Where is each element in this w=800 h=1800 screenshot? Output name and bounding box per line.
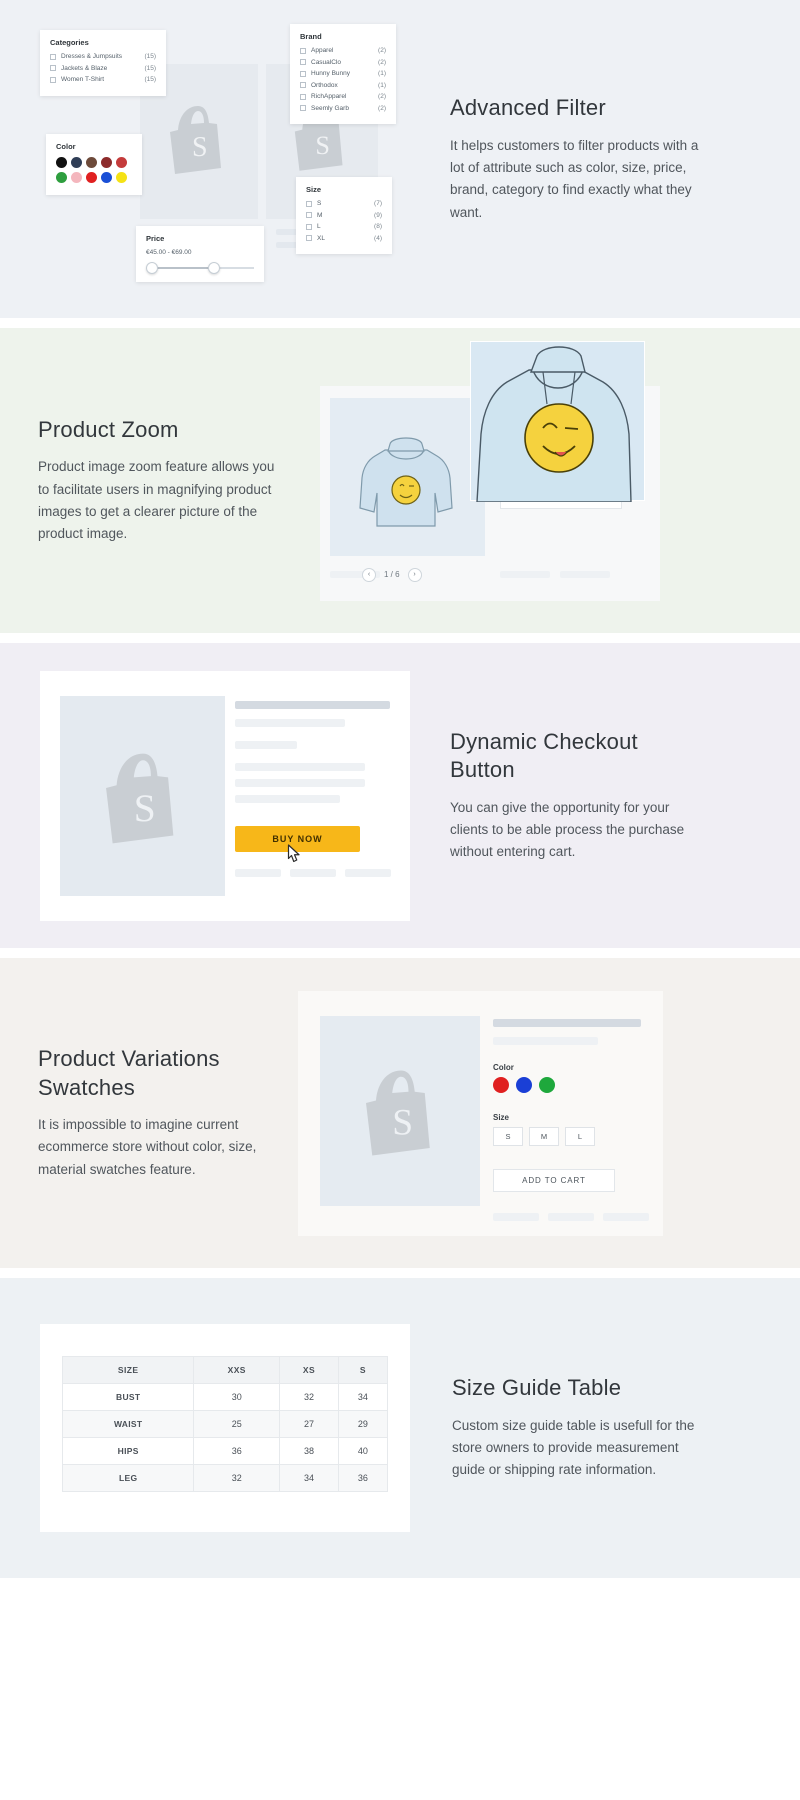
filter-option[interactable] (300, 82, 386, 89)
option-count: (15) (144, 64, 156, 72)
product-zoom-copy (38, 416, 288, 546)
filter-panel-color[interactable] (46, 134, 142, 195)
placeholder-line (493, 1019, 641, 1027)
table-cell: BUST (63, 1384, 194, 1411)
size-option[interactable]: L (565, 1127, 595, 1146)
slider-handle-min[interactable] (146, 262, 158, 274)
image-pager[interactable] (362, 568, 422, 582)
size-option[interactable]: S (493, 1127, 523, 1146)
section-advanced-filter (0, 0, 800, 318)
filter-option[interactable] (300, 70, 386, 77)
table-header-row (63, 1357, 388, 1384)
product-variations-copy (38, 1045, 288, 1181)
color-swatch[interactable] (101, 157, 112, 168)
panel-title: Categories (50, 38, 89, 47)
option-label: Hunny Bunny (311, 70, 351, 77)
placeholder-line (500, 571, 550, 578)
option-label: Dresses & Jumpsuits (61, 53, 123, 60)
color-label: Color (493, 1062, 514, 1072)
placeholder-line (235, 719, 345, 727)
svg-text:S: S (315, 130, 330, 160)
option-label: M (317, 211, 323, 219)
filter-option[interactable] (300, 47, 386, 54)
pager-label: 1 / 6 (384, 570, 400, 579)
placeholder-line (493, 1213, 539, 1221)
color-swatch[interactable] (71, 172, 82, 183)
checkbox[interactable] (306, 224, 312, 230)
advanced-filter-copy (450, 94, 700, 224)
table-cell: HIPS (63, 1438, 194, 1465)
option-count: (9) (374, 211, 382, 219)
placeholder-line (493, 1037, 598, 1045)
table-cell: 30 (194, 1384, 280, 1411)
color-swatch[interactable] (56, 157, 67, 168)
table-header-cell: S (338, 1357, 387, 1384)
shopify-bag-icon (102, 751, 184, 846)
table-row (63, 1411, 388, 1438)
filter-option[interactable] (50, 53, 156, 60)
option-count: (2) (378, 58, 386, 66)
table-cell: 27 (280, 1411, 339, 1438)
table-cell: 32 (280, 1384, 339, 1411)
shopify-bag-icon (167, 104, 229, 176)
section-body: Custom size guide table is usefull for the store owners to provide measurement guide or shipping rate information. (452, 1417, 695, 1478)
product-zoom-mockup (320, 341, 680, 621)
size-guide-copy (452, 1374, 702, 1481)
color-swatch[interactable] (101, 172, 112, 183)
svg-text:S: S (133, 785, 156, 830)
section-body: It helps customers to filter products with a lot of attribute such as color, size, price, brand, category to find exactly what they want. (450, 137, 699, 220)
svg-text:S: S (392, 1101, 414, 1143)
checkout-mockup (40, 671, 410, 921)
hoodie-zoom-illustration (471, 342, 646, 502)
section-product-variations (0, 958, 800, 1268)
placeholder-line (603, 1213, 649, 1221)
option-count: (2) (378, 93, 386, 100)
size-label: Size (493, 1112, 510, 1122)
size-option[interactable]: M (529, 1127, 559, 1146)
color-swatch[interactable] (116, 157, 127, 168)
placeholder-line (235, 779, 365, 787)
checkbox[interactable] (306, 212, 312, 218)
table-cell: LEG (63, 1465, 194, 1492)
section-heading: Dynamic Checkout Button (450, 728, 638, 783)
color-swatch[interactable] (86, 157, 97, 168)
table-header-cell: SIZE (63, 1357, 194, 1384)
buy-now-button[interactable]: BUY NOW (235, 826, 360, 852)
option-count: (7) (374, 200, 382, 207)
table-cell: WAIST (63, 1411, 194, 1438)
chevron-left-icon[interactable]: ‹ (362, 568, 376, 582)
color-swatch[interactable] (116, 172, 127, 183)
advanced-filter-mockup (40, 24, 430, 294)
product-image (320, 1016, 480, 1206)
color-swatch[interactable] (86, 172, 97, 183)
option-count: (4) (374, 234, 382, 242)
checkbox[interactable] (306, 201, 312, 207)
checkbox[interactable] (300, 94, 306, 100)
section-body: It is impossible to imagine current ecommerce store without color, size, material swatches feature. (38, 1117, 257, 1177)
checkbox[interactable] (50, 77, 56, 83)
size-guide-mockup (40, 1324, 410, 1532)
option-count: (2) (378, 104, 386, 112)
placeholder-line (235, 763, 365, 771)
table-row (63, 1465, 388, 1492)
table-cell: 38 (280, 1438, 339, 1465)
filter-panel-price[interactable] (136, 226, 264, 282)
table-cell: 25 (194, 1411, 280, 1438)
size-option-group (493, 1113, 601, 1146)
slider-fill (152, 267, 214, 269)
option-count: (1) (378, 81, 386, 89)
table-header-cell: XS (280, 1357, 339, 1384)
placeholder-line (235, 869, 281, 877)
placeholder-line (345, 869, 391, 877)
hoodie-illustration (330, 398, 485, 556)
color-swatch[interactable] (493, 1077, 509, 1093)
section-size-guide (0, 1278, 800, 1578)
checkbox[interactable] (300, 82, 306, 88)
variations-mockup (298, 991, 663, 1236)
table-header-cell: XXS (194, 1357, 280, 1384)
placeholder-line (548, 1213, 594, 1221)
section-body: You can give the opportunity for your clients to be able process the purchase without entering cart. (450, 799, 685, 860)
cursor-pointer-icon (284, 843, 302, 865)
section-dynamic-checkout (0, 643, 800, 948)
filter-panel-brand[interactable] (290, 24, 396, 124)
color-swatch-list[interactable] (493, 1077, 562, 1093)
shopify-bag-icon (362, 1068, 440, 1158)
checkbox[interactable] (300, 71, 306, 77)
placeholder-line (235, 701, 390, 709)
filter-option[interactable] (50, 65, 156, 72)
product-image[interactable] (330, 398, 485, 556)
size-guide-table (62, 1356, 388, 1492)
table-cell: 40 (338, 1438, 387, 1465)
table-cell: 34 (280, 1465, 339, 1492)
panel-title: Price (146, 234, 165, 243)
panel-title: Brand (300, 32, 322, 41)
section-divider (0, 948, 800, 958)
option-count: (2) (378, 47, 386, 54)
option-count: (15) (144, 53, 156, 60)
filter-option[interactable] (300, 59, 386, 66)
option-count: (15) (144, 76, 156, 83)
product-image (60, 696, 225, 896)
placeholder-line (235, 741, 297, 749)
section-body: Product image zoom feature allows you to facilitate users in magnifying product images to get a clearer picture of the product image. (38, 459, 275, 542)
table-row (63, 1438, 388, 1465)
option-label: XL (317, 234, 325, 242)
checkbox[interactable] (300, 48, 306, 54)
option-count: (1) (378, 70, 386, 77)
color-option-group (493, 1063, 562, 1093)
zoom-preview-popup (470, 341, 645, 501)
section-product-zoom (0, 328, 800, 633)
option-label: S (317, 200, 322, 207)
placeholder-line (235, 795, 340, 803)
size-option-list[interactable] (493, 1127, 601, 1146)
filter-option[interactable] (300, 93, 386, 100)
option-label: Women T-Shirt (61, 76, 105, 83)
section-divider (0, 318, 800, 328)
checkbox[interactable] (300, 59, 306, 65)
chevron-right-icon[interactable]: › (408, 568, 422, 582)
option-label: L (317, 223, 321, 230)
table-cell: 34 (338, 1384, 387, 1411)
color-swatch[interactable] (71, 157, 82, 168)
slider-handle-max[interactable] (208, 262, 220, 274)
color-swatch[interactable] (516, 1077, 532, 1093)
filter-option[interactable] (306, 200, 382, 207)
placeholder-line (560, 571, 610, 578)
section-heading: Product Variations Swatches (38, 1046, 220, 1100)
section-divider (0, 1268, 800, 1278)
option-count: (8) (374, 223, 382, 230)
section-divider (0, 633, 800, 643)
table-row (63, 1384, 388, 1411)
checkbox[interactable] (50, 65, 56, 71)
filter-option[interactable] (306, 212, 382, 219)
filter-panel-size[interactable] (296, 177, 392, 254)
section-heading: Advanced Filter (450, 95, 606, 121)
svg-text:S: S (192, 132, 208, 163)
section-heading: Size Guide Table (452, 1375, 622, 1401)
color-swatch-list[interactable] (56, 157, 134, 187)
table-cell: 36 (194, 1438, 280, 1465)
checkbox[interactable] (50, 54, 56, 60)
dynamic-checkout-copy (450, 728, 700, 864)
panel-title: Color (56, 142, 76, 151)
option-label: CasualClo (311, 58, 341, 66)
placeholder-line (290, 869, 336, 877)
add-to-cart-button[interactable]: ADD TO CART (493, 1169, 615, 1192)
checkbox[interactable] (300, 105, 306, 111)
color-swatch[interactable] (56, 172, 67, 183)
option-label: Jackets & Blaze (61, 64, 108, 72)
section-heading: Product Zoom (38, 416, 179, 442)
filter-panel-categories[interactable] (40, 30, 166, 96)
color-swatch[interactable] (539, 1077, 555, 1093)
option-label: Orthodox (311, 81, 338, 89)
price-range-slider[interactable] (146, 262, 254, 274)
filter-option[interactable] (50, 76, 156, 83)
filter-option[interactable] (306, 235, 382, 242)
price-range-value: €45.00 - €69.00 (146, 249, 192, 256)
table-cell: 36 (338, 1465, 387, 1492)
filter-option[interactable] (300, 105, 386, 112)
option-label: Seemly Garb (311, 104, 349, 112)
option-label: RichApparel (311, 93, 347, 100)
filter-option[interactable] (306, 223, 382, 230)
option-label: Apparel (311, 47, 334, 54)
table-cell: 32 (194, 1465, 280, 1492)
table-cell: 29 (338, 1411, 387, 1438)
checkbox[interactable] (306, 235, 312, 241)
panel-title: Size (306, 185, 322, 194)
